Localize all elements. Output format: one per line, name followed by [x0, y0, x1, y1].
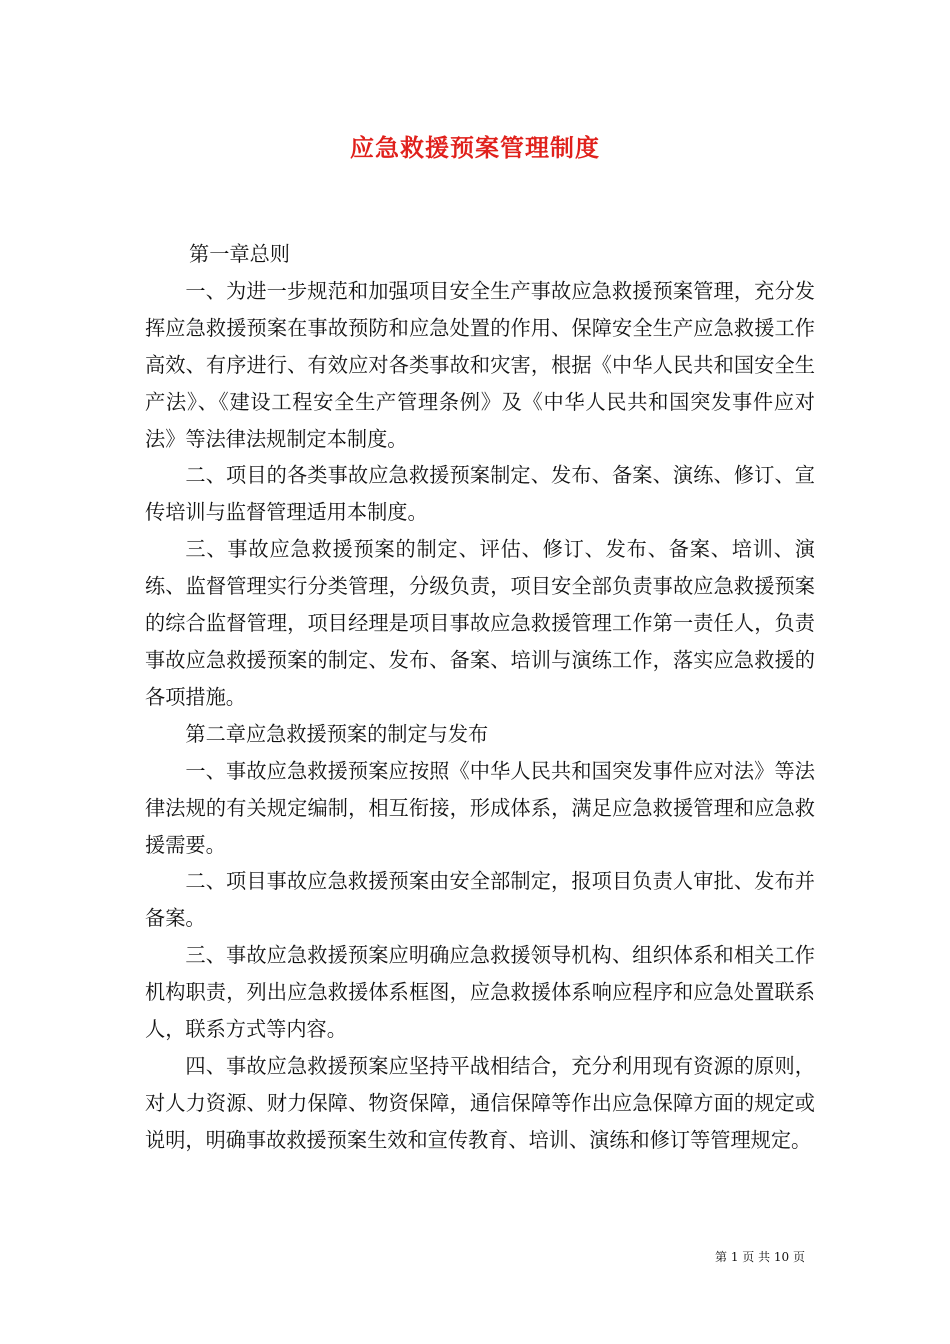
paragraph-1: 一、为进一步规范和加强项目安全生产事故应急救援预案管理，充分发挥应急救援预案在事故预防和应急处置的作用、保障安全生产应急救援工作高效、有序进行、有效应对各类事故和灾害，根据《中华人民共和国安全生产法》、《建设工程安全生产管理条例》及《中华人民共和国突发事件应对法》等法律法规制定本制度。 — [145, 278, 815, 451]
paragraph-6: 三、事故应急救援预案应明确应急救援领导机构、组织体系和相关工作机构职责，列出应急救援体系框图，应急救援体系响应程序和应急处置联系人，联系方式等内容。 — [145, 943, 815, 1042]
paragraph-7: 四、事故应急救援预案应坚持平战相结合，充分利用现有资源的原则，对人力资源、财力保障、物资保障，通信保障等作出应急保障方面的规定或说明，明确事故救援预案生效和宣传教育、培训、演练和修订等管理规定。 — [145, 1053, 815, 1152]
chapter-1-heading: 第一章总则 — [189, 242, 290, 266]
document-body — [145, 236, 815, 1159]
paragraph-4: 一、事故应急救援预案应按照《中华人民共和国突发事件应对法》等法律法规的有关规定编制，相互衔接，形成体系，满足应急救援管理和应急救援需要。 — [145, 758, 815, 857]
page-footer: 第 1 页 共 10 页 — [715, 1250, 805, 1264]
chapter-2-heading: 第二章应急救援预案的制定与发布 — [185, 721, 489, 746]
paragraph-3: 三、事故应急救援预案的制定、评估、修订、发布、备案、培训、演练、监督管理实行分类管理，分级负责，项目安全部负责事故应急救援预案的综合监督管理，项目经理是项目事故应急救援管理工作第一责任人，负责事故应急救援预案的制定、发布、备案、培训与演练工作，落实应急救援的各项措施。 — [145, 537, 815, 709]
document-title: 应急救援预案管理制度 — [350, 133, 600, 162]
paragraph-2: 二、项目的各类事故应急救援预案制定、发布、备案、演练、修订、宣传培训与监督管理适用本制度。 — [145, 463, 815, 525]
paragraph-5: 二、项目事故应急救援预案由安全部制定，报项目负责人审批、发布并备案。 — [145, 869, 815, 931]
